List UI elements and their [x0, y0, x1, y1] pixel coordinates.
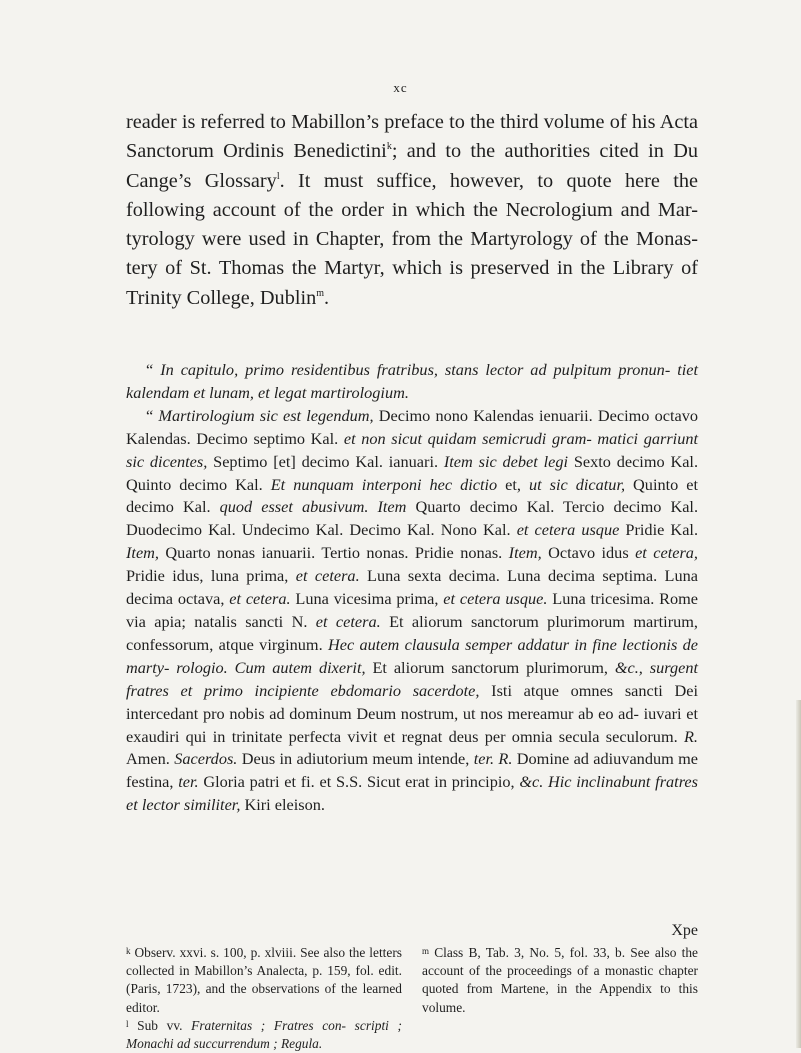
footnote-l: $^l$ Sub vv. Fraternitas ; Fratres con- scripti ; Monachi ad succurrendum ; Regula. [126, 1017, 402, 1052]
footnote-ref-k: k [386, 141, 392, 153]
main-text [126, 108, 698, 313]
page-edge-shadow [796, 700, 801, 1048]
footnote-ref-m: m [316, 288, 325, 300]
body-paragraph: reader is referred to Mabillon’s preface to the third volume of his Acta Sanctorum Ordinis Benedictini$^k$; and to the authorities cited in Du Cange’s Glossary$^l$. It must suffice, however, to quote here the following account of the order in which the Necrologium and Mar- tyrology were used in Chapter, from the Martyrology of the Monas- tery of St. Thomas the Martyr, which is preserved in the Library of Trinity College, Dublin$^m$. [126, 111, 698, 309]
quote-paragraph-2: “ Martirologium sic est legendum, Decimo nono Kalendas ienuarii. Decimo octavo Kalendas. Decimo septimo Kal. et non sicut quidam semicrudi gram- matici garriunt sic dicentes, Septimo [et] decimo Kal. ianuari. Item sic debet legi Sexto decimo Kal. Quinto decimo Kal. Et nunquam interponi hec dictio et, ut sic dicatur, Quinto et decimo Kal. quod esset abusivum. Item Quarto decimo Kal. Tercio decimo Kal. Duodecimo Kal. Undecimo Kal. Decimo Kal. Nono Kal. et cetera usque Pridie Kal. Item, Quarto nonas ianuarii. Tertio nonas. Pridie nonas. Item, Octavo idus et cetera, Pridie idus, luna prima, et cetera. Luna sexta decima. Luna decima septima. Luna decima octava, et cetera. Luna vicesima prima, et cetera usque. Luna tricesima. Rome via apia; natalis sancti N. et cetera. Et aliorum sanctorum plurimorum martirum, confessorum, atque virginum. Hec autem clausula semper addatur in fine lectionis de marty- rologio. Cum autem dixerit, Et aliorum sanctorum plurimorum, &c., surgent fratres et primo incipiente ebdomario sacerdote, Isti atque omnes sancti Dei intercedant pro nobis ad dominum Deum nostrum, ut nos mereamur ab eo ad- iuvari et exaudiri qui in trinitate perfecta vivit et regnat deus per omnia secula seculorum. R. Amen. Sacerdos. Deus in adiutorium meum intende, ter. R. Domine ad adiuvandum me festina, ter. Gloria patri et fi. et S.S. Sicut erat in principio, &c. Hic inclinabunt fratres et lector similiter, Kiri eleison. [126, 405, 699, 815]
catchword: Xpe [671, 922, 698, 939]
footnotes [126, 944, 698, 1053]
footnote-column-left [126, 944, 402, 1053]
footnote-k: $^k$ Observ. xxvi. s. 100, p. xlviii. See also the letters collected in Mabillon’s Analecta, p. 159, fol. edit. (Paris, 1723), and the observations of the learned editor. [126, 945, 402, 1015]
latin-quotation [126, 359, 698, 817]
footnote-ref-l: l [276, 170, 280, 182]
page-number: xc [393, 80, 408, 95]
footnote-m: $^m$ Class B, Tab. 3, No. 5, fol. 33, b. See also the account of the proceedings of a monastic chapter quoted from Martene, in the Appendix to this volume. [422, 945, 698, 1015]
footnote-column-right [422, 944, 698, 1053]
quote-paragraph-1: “ In capitulo, primo residentibus fratribus, stans lector ad pulpitum pronun- tiet kalendam et lunam, et legat martirologium. [126, 360, 698, 402]
